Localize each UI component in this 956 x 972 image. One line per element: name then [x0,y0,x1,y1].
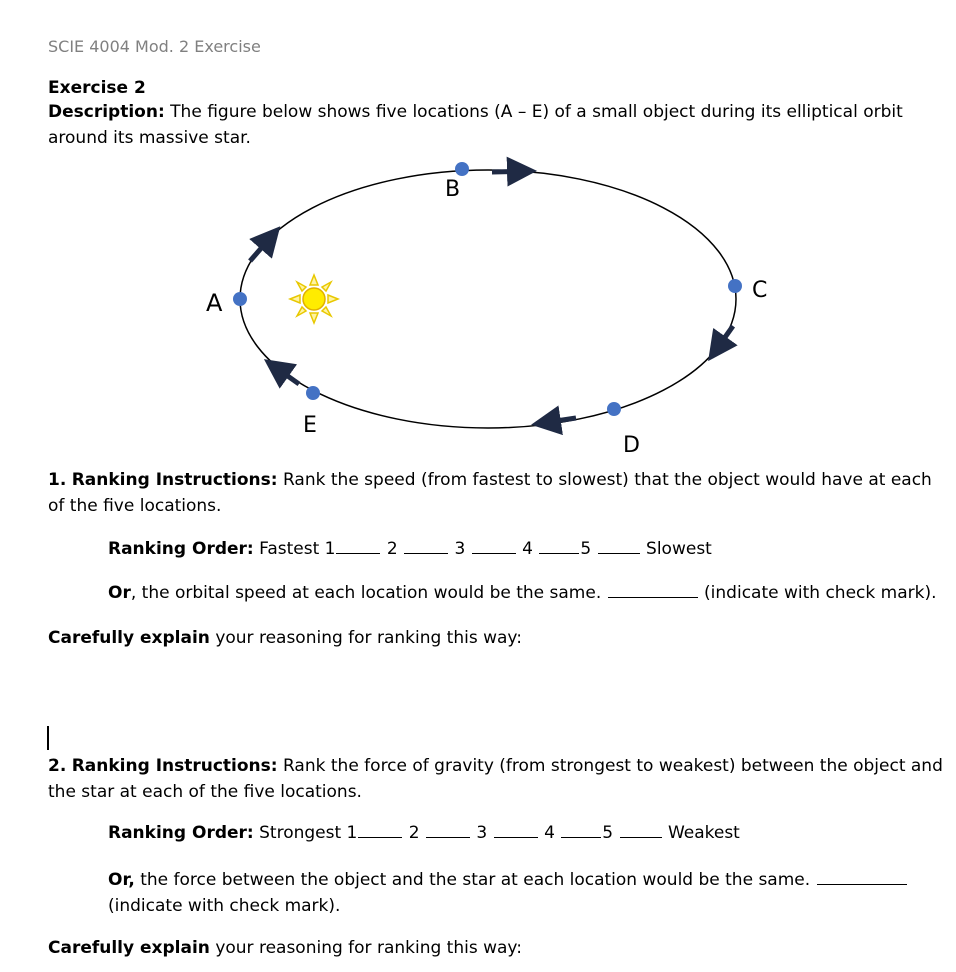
description-label: Description: [48,102,165,122]
question-1-instructions [48,467,933,519]
arrow-e [268,362,299,384]
rank-2-number: 2 [386,539,398,559]
text-cursor[interactable] [47,726,49,750]
rank-1-blank[interactable] [358,836,402,838]
rank-4-blank[interactable] [539,552,579,554]
sun-icon [290,275,338,323]
question-2-explain [48,935,522,961]
point-e [306,386,320,400]
rank-4-blank[interactable] [561,836,601,838]
arrow-b [492,171,532,172]
label-d: D [623,433,640,458]
label-c: C [752,278,768,303]
rank-start: Fastest 1 [259,539,336,559]
arrow-c [711,326,733,357]
question-1-ranking-order [108,539,712,559]
description [48,99,933,151]
document-header: SCIE 4004 Mod. 2 Exercise [48,37,261,56]
rank-5-number: 5 [580,539,592,559]
label-e: E [303,413,317,438]
rank-5-blank[interactable] [598,552,640,554]
rank-3-blank[interactable] [472,552,516,554]
same-speed-check-blank[interactable] [608,596,698,598]
rank-end: Slowest [646,539,712,559]
arrow-d [536,418,576,424]
rank-5-blank[interactable] [620,836,662,838]
point-a [233,292,247,306]
rank-1-blank[interactable] [336,552,380,554]
question-1-explain [48,625,522,651]
question-2-text: Rank the force of gravity (from strongest to weakest) between the object and the star at each of the five locations. [48,756,943,802]
rank-3-number: 3 [476,823,488,843]
explain-label: Carefully explain [48,628,210,648]
question-2-label: Ranking Instructions: [71,756,278,776]
or-suffix: (indicate with check mark). [108,896,341,916]
explain-label: Carefully explain [48,938,210,958]
question-2-or-line [108,867,923,919]
explain-text: your reasoning for ranking this way: [209,938,522,958]
rank-2-blank[interactable] [426,836,470,838]
same-force-check-blank[interactable] [817,883,907,885]
or-label: Or, [108,870,135,890]
rank-start: Strongest 1 [259,823,358,843]
question-2-ranking-order [108,823,740,843]
label-a: A [206,289,223,317]
rank-3-blank[interactable] [494,836,538,838]
or-text: , the orbital speed at each location would be the same. [130,583,602,603]
point-c [728,279,742,293]
or-label: Or [108,583,131,603]
rank-5-number: 5 [602,823,614,843]
rank-4-number: 4 [522,539,533,559]
exercise-title: Exercise 2 [48,78,146,98]
label-b: B [445,177,461,202]
rank-2-blank[interactable] [404,552,448,554]
rank-4-number: 4 [544,823,555,843]
rank-3-number: 3 [454,539,466,559]
rank-2-number: 2 [408,823,420,843]
question-2-instructions [48,753,948,805]
or-text: the force between the object and the star at each location would be the same. [134,870,811,890]
question-1-or-line [108,583,936,603]
question-1-number: 1. [48,470,67,490]
question-1-label: Ranking Instructions: [71,470,278,490]
question-1-text: Rank the speed (from fastest to slowest) that the object would have at each of the five locations. [48,470,932,516]
explain-text: your reasoning for ranking this way: [209,628,522,648]
ranking-label: Ranking Order: [108,823,254,843]
ranking-label: Ranking Order: [108,539,254,559]
question-2-number: 2. [48,756,67,776]
point-b [455,162,469,176]
orbit-figure [190,155,790,460]
description-text: The figure below shows five locations (A – E) of a small object during its elliptical orbit around its massive star. [48,102,903,148]
point-d [607,402,621,416]
arrow-a [250,230,277,261]
rank-end: Weakest [667,823,740,843]
or-suffix: (indicate with check mark). [704,583,937,603]
